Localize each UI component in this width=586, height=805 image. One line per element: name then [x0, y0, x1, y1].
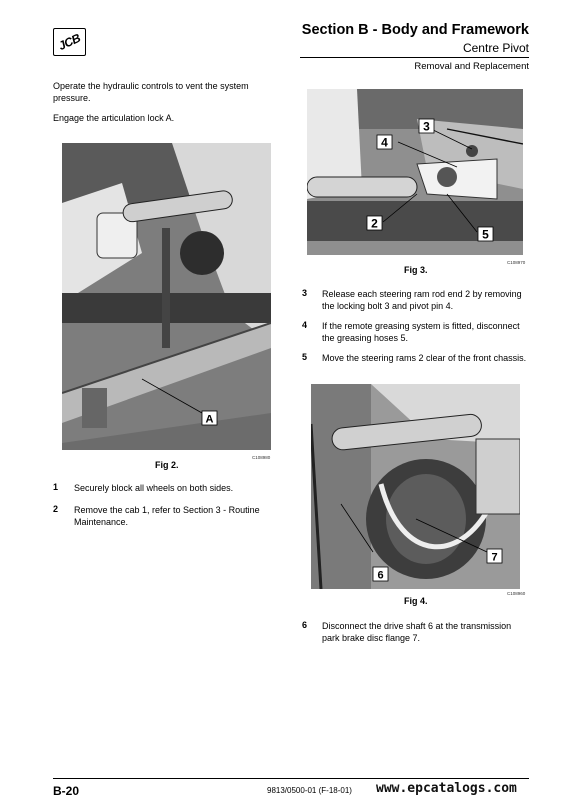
footer-rule — [53, 778, 529, 779]
fig3-code: C108970 — [507, 260, 526, 265]
step-1-number: 1 — [53, 482, 59, 492]
footer-reference: 9813/0500-01 (F-18-01) — [267, 786, 352, 795]
fig3-label-3: 3 — [423, 119, 430, 134]
fig3-photo — [307, 89, 523, 255]
header-rule — [300, 57, 529, 58]
step-6-text: Disconnect the drive shaft 6 at the transmission park brake disc flange 7. — [322, 621, 512, 643]
fig4-code: C108960 — [507, 591, 526, 596]
fig4-label-7: 7 — [491, 551, 498, 564]
step-3-text: Release each steering ram rod end 2 by removing the locking bolt 3 and pivot pin 4. — [322, 289, 522, 311]
intro-paragraph-2: Engage the articulation lock A. — [53, 113, 175, 123]
fig2-label-a: A — [205, 413, 214, 426]
logo-text: JCB — [56, 30, 83, 54]
step-1-text: Securely block all wheels on both sides. — [74, 483, 234, 493]
fig4-label-6: 6 — [377, 569, 384, 582]
step-4-text: If the remote greasing system is fitted, disconnect the greasing hoses 5. — [322, 321, 520, 343]
fig3-caption: Fig 3. — [404, 265, 428, 275]
step-3-number: 3 — [302, 288, 308, 298]
step-6-number: 6 — [302, 620, 308, 630]
footer-page-number: B-20 — [53, 784, 80, 798]
fig4-caption: Fig 4. — [404, 596, 428, 606]
footer-watermark: www.epcatalogs.com — [376, 781, 517, 796]
fig3-label-2: 2 — [371, 216, 378, 231]
step-5-number: 5 — [302, 352, 308, 362]
fig3-label-5: 5 — [482, 227, 489, 242]
section-title: Section B - Body and Framework — [301, 22, 529, 38]
fig4-photo — [311, 384, 520, 589]
step-5-text: Move the steering rams 2 clear of the front chassis. — [322, 353, 527, 363]
page-subtitle: Centre Pivot — [462, 41, 529, 55]
step-4-number: 4 — [302, 320, 308, 330]
fig3-label-4: 4 — [381, 135, 388, 150]
page-subsubtitle: Removal and Replacement — [414, 61, 529, 72]
fig2-caption: Fig 2. — [155, 460, 179, 470]
jcb-logo — [53, 28, 86, 56]
step-2-number: 2 — [53, 504, 59, 514]
fig2-code: C108980 — [252, 455, 271, 460]
intro-paragraph-1: Operate the hydraulic controls to vent the system pressure. — [53, 81, 249, 103]
step-2-text: Remove the cab 1, refer to Section 3 - Routine Maintenance. — [74, 505, 260, 527]
fig2-photo — [62, 143, 271, 450]
